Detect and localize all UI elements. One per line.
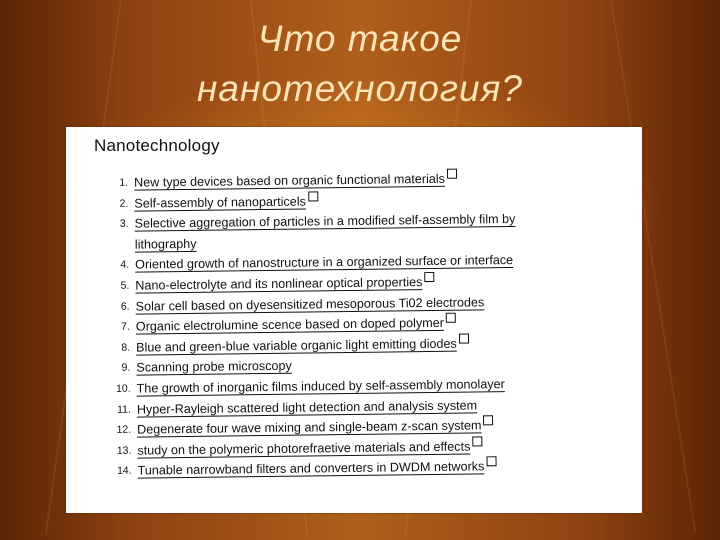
- list-item-text: Scanning probe microscopy: [136, 359, 292, 375]
- list-item-text: Self-assembly of nanoparticels: [134, 194, 306, 211]
- list-item-number: 5.: [120, 279, 130, 292]
- list-item-text: Organic electrolumine scence based on doped polymer: [135, 315, 444, 334]
- missing-glyph-box-icon: [472, 436, 482, 446]
- missing-glyph-box-icon: [308, 191, 318, 201]
- list-item-number: 7.: [121, 320, 130, 333]
- missing-glyph-box-icon: [424, 272, 434, 282]
- missing-glyph-box-icon: [459, 333, 469, 343]
- scanned-document-image: [66, 127, 642, 513]
- list-item-number: 13.: [116, 444, 132, 457]
- missing-glyph-box-icon: [486, 457, 496, 467]
- list-item-number: 11.: [116, 403, 131, 416]
- list-item-text: Solar cell based on dyesensitized mesoporous Ti02 electrodes: [135, 294, 485, 314]
- topic-list: [102, 167, 636, 482]
- list-item-number: [103, 234, 135, 255]
- list-item-number: 14.: [116, 464, 132, 478]
- list-item-text: lithography: [134, 236, 197, 252]
- slide-title: [0, 14, 720, 114]
- list-item-number: 12.: [116, 423, 132, 436]
- slide-title-line-2: нанотехнология?: [197, 68, 523, 109]
- slide-title-line-1: Что такое: [257, 18, 463, 59]
- list-item-number: 1.: [119, 176, 129, 189]
- list-item-text: Blue and green-blue variable organic light emitting diodes: [136, 336, 457, 355]
- list-item-number: 9.: [121, 362, 131, 375]
- list-item-text: Oriented growth of nanostructure in a organized surface or interface: [135, 253, 514, 272]
- list-item-text: Tunable narrowband filters and converters in DWDM networks: [137, 459, 485, 478]
- list-item-number: 8.: [121, 341, 131, 354]
- document-heading: Nanotechnology: [94, 136, 220, 155]
- list-item-text: Selective aggregation of particles in a modified self-assembly film by: [134, 212, 516, 231]
- list-item-number: 6.: [120, 300, 130, 313]
- missing-glyph-box-icon: [446, 313, 456, 323]
- list-item-number: 4.: [120, 259, 130, 272]
- list-item-number: 2.: [119, 197, 129, 210]
- list-item-text: study on the polymeric photorefraetive materials and effects: [137, 439, 471, 458]
- missing-glyph-box-icon: [483, 415, 493, 425]
- list-item-number: 3.: [119, 217, 129, 230]
- missing-glyph-box-icon: [447, 169, 457, 179]
- list-item-text: The growth of inorganic films induced by self-assembly monolayer: [136, 377, 505, 396]
- list-item-text: Degenerate four wave mixing and single-beam z-scan system: [137, 418, 482, 437]
- list-item-text: Nano-electrolyte and its nonlinear optical properties: [135, 275, 423, 293]
- list-item-number: 10.: [115, 382, 131, 395]
- list-item-text: Hyper-Rayleigh scattered light detection and analysis system: [136, 397, 478, 417]
- list-item-text: New type devices based on organic functional materials: [134, 171, 446, 190]
